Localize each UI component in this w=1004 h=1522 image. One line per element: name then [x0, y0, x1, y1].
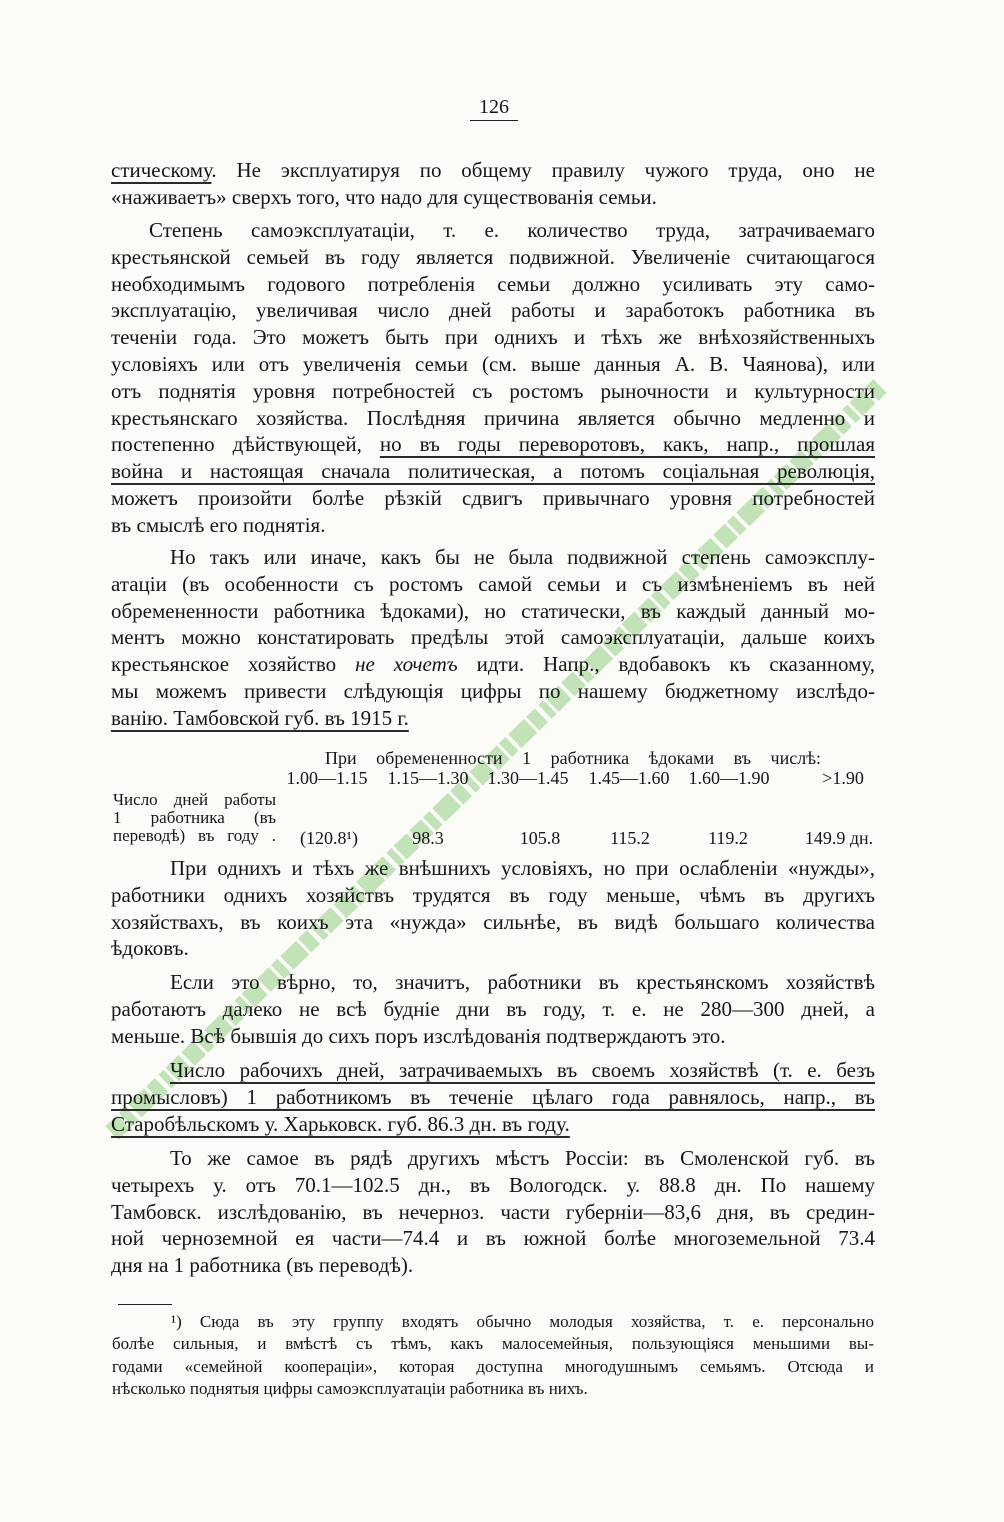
column-header: 1.45—1.60 [588, 768, 670, 788]
footnote-line: нѣсколько поднятыя цифры самоэксплуатаціи работника въ нихъ. [112, 1378, 588, 1398]
text-line [111, 458, 875, 485]
paragraph [111, 1145, 875, 1279]
text-line: работаютъ далеко не всѣ будніе дни въ году, т. е. не 280—300 дней, а [111, 996, 875, 1021]
page-number-text: 126 [470, 96, 518, 121]
pen-underlined-text: стическому [111, 158, 212, 182]
column-header: 1.15—1.30 [387, 768, 469, 788]
text-line: отъ поднятія уровня потребностей съ ростомъ рыночности и культурности [111, 378, 875, 403]
text-line: мы можемъ привести слѣдующія цифры по нашему бюджетному изслѣдо- [111, 678, 875, 703]
text-line: работники однихъ хозяйствъ трудятся въ году меньше, чѣмъ въ другихъ [111, 882, 875, 907]
text-line: хозяйствахъ, въ коихъ эта «нужда» сильнѣе, въ видѣ большаго количества [111, 909, 875, 934]
pen-underlined-text: промысловъ) 1 работникомъ въ теченіе цѣлаго года равнялось, напр., въ [111, 1084, 875, 1109]
footnote-line: годами «семейной коопераціи», которая доступна многодушнымъ семьямъ. Отсюда и [112, 1356, 874, 1376]
text-line [111, 431, 875, 458]
text-segment: идти. Напр., вдобавокъ къ сказанному, [457, 652, 876, 677]
italic-text: не хочетъ [355, 652, 458, 677]
text-line: атаціи (въ особенности съ ростомъ самой семьи и съ измѣненіемъ въ ней [111, 571, 875, 596]
paragraph [111, 969, 875, 1049]
column-header: >1.90 [822, 768, 864, 788]
column-header: 1.30—1.45 [487, 768, 569, 788]
pen-underlined-text: война и настоящая сначала политическая, а потомъ соціальная революція, [111, 459, 875, 484]
table-cell-value: 149.9 дн. [804, 828, 874, 848]
pen-underlined-text: но въ годы переворотовъ, какъ, напр., прошлая [379, 432, 876, 457]
text-line: эксплуатацію, увеличивая число дней работы и заработокъ работника въ [111, 298, 875, 323]
text-line [111, 1057, 875, 1084]
pen-underlined-text: Число рабочихъ дней, затрачиваемыхъ въ своемъ хозяйствѣ (т. е. безъ [170, 1058, 875, 1082]
text-line: крестьянскаго хозяйства. Послѣдняя причина является обычно медленно и [111, 405, 875, 430]
text-line: ментъ можно констатировать предѣлы этой самоэксплуатаціи, дальше коихъ [111, 625, 875, 650]
text-line: теченіи года. Это можетъ быть при однихъ и тѣхъ же внѣхозяйственныхъ [111, 325, 875, 350]
text-line: обремененности работника ѣдоками), но статически, въ каждый данный мо- [111, 598, 875, 623]
text-line: условіяхъ или отъ увеличенія семьи (см. выше данныя А. В. Чаянова), или [111, 351, 875, 376]
text-segment: . Не эксплуатируя по общему правилу чужого труда, оно не [211, 158, 875, 182]
text-line: То же самое въ рядѣ другихъ мѣстъ Россіи: въ Смоленской губ. въ [170, 1146, 875, 1170]
column-header: 1.60—1.90 [688, 768, 770, 788]
table-caption: При обремененности 1 работника ѣдоками въ числѣ: [325, 748, 821, 768]
text-segment: крестьянское хозяйство [111, 652, 356, 677]
table-cell-value: (120.8¹) [300, 828, 358, 848]
text-line [111, 705, 875, 732]
text-line: дня на 1 работника (въ переводѣ). [111, 1253, 414, 1278]
text-line [111, 157, 875, 184]
paragraph [111, 217, 875, 539]
text-line: Если это вѣрно, то, значитъ, работники въ крестьянскомъ хозяйствѣ [170, 970, 875, 994]
text-line: При однихъ и тѣхъ же внѣшнихъ условіяхъ, но при ослабленіи «нужды», [170, 856, 875, 880]
text-line: крестьянской семьей въ году является подвижной. Увеличеніе считающагося [111, 244, 875, 269]
text-line: «наживаетъ» сверхъ того, что надо для существованія семьи. [111, 184, 657, 209]
text-line: меньше. Всѣ бывшія до сихъ поръ изслѣдованія подтверждаютъ это. [111, 1023, 726, 1048]
footnote [112, 1311, 874, 1400]
page-number [0, 96, 988, 121]
pen-underlined-text: Старобѣльскомъ у. Харьковск. губ. 86.3 дн. въ году. [111, 1111, 570, 1136]
paragraph [111, 855, 875, 962]
table-cell-value: 98.3 [412, 828, 444, 848]
footnote-line: болѣе сильныя, и вмѣстѣ съ тѣмъ, какъ малосемейныя, пользующіяся меньшими вы- [112, 1334, 874, 1354]
text-line: Но такъ или иначе, какъ бы не была подвижной степень самоэксплу- [170, 545, 875, 569]
table-cell-value: 119.2 [708, 828, 748, 848]
row-label-line: 1 работника (въ [113, 808, 276, 827]
column-header: 1.00—1.15 [286, 768, 368, 788]
text-line: ѣдоковъ. [111, 936, 189, 961]
table-cell-value: 115.2 [610, 828, 650, 848]
paragraph [111, 157, 875, 211]
statistics-table [111, 745, 893, 850]
row-values [111, 745, 893, 850]
text-line: въ смыслѣ его поднятія. [111, 512, 326, 537]
text-line [111, 1084, 875, 1111]
pen-underlined-text: ванію. Тамбовской губ. въ 1915 г. [111, 705, 409, 730]
text-segment: постепенно дѣйствующей, [111, 432, 380, 457]
text-line: необходимымъ годового потребленія семьи должно усиливать эту само- [111, 271, 875, 296]
text-line: ной черноземной ея части—74.4 и въ южной болѣе многоземельной 73.4 [111, 1226, 875, 1251]
table-cell-value: 105.8 [519, 828, 561, 848]
row-label-line: Число дней работы [113, 790, 276, 809]
text-line: Тамбовск. изслѣдованію, въ нечерноз. части губерніи—83,6 дня, въ средин- [111, 1199, 875, 1224]
paragraph [111, 544, 875, 732]
footnote-line: ¹) Сюда въ эту группу входятъ обычно молодыя хозяйства, т. е. персонально [171, 1312, 874, 1331]
text-line [111, 1111, 875, 1138]
row-label-line: переводѣ) въ году . [113, 826, 276, 845]
paragraph [111, 1057, 875, 1137]
text-line: можетъ произойти болѣе рѣзкій сдвигъ привычнаго уровня потребностей [111, 485, 875, 510]
text-line [111, 651, 875, 678]
text-line: четырехъ у. отъ 70.1—102.5 дн., въ Вологодск. у. 88.8 дн. По нашему [111, 1172, 875, 1197]
footnote-divider [118, 1304, 172, 1305]
text-line: Степень самоэксплуатаціи, т. е. количество труда, затрачиваемаго [149, 218, 875, 242]
